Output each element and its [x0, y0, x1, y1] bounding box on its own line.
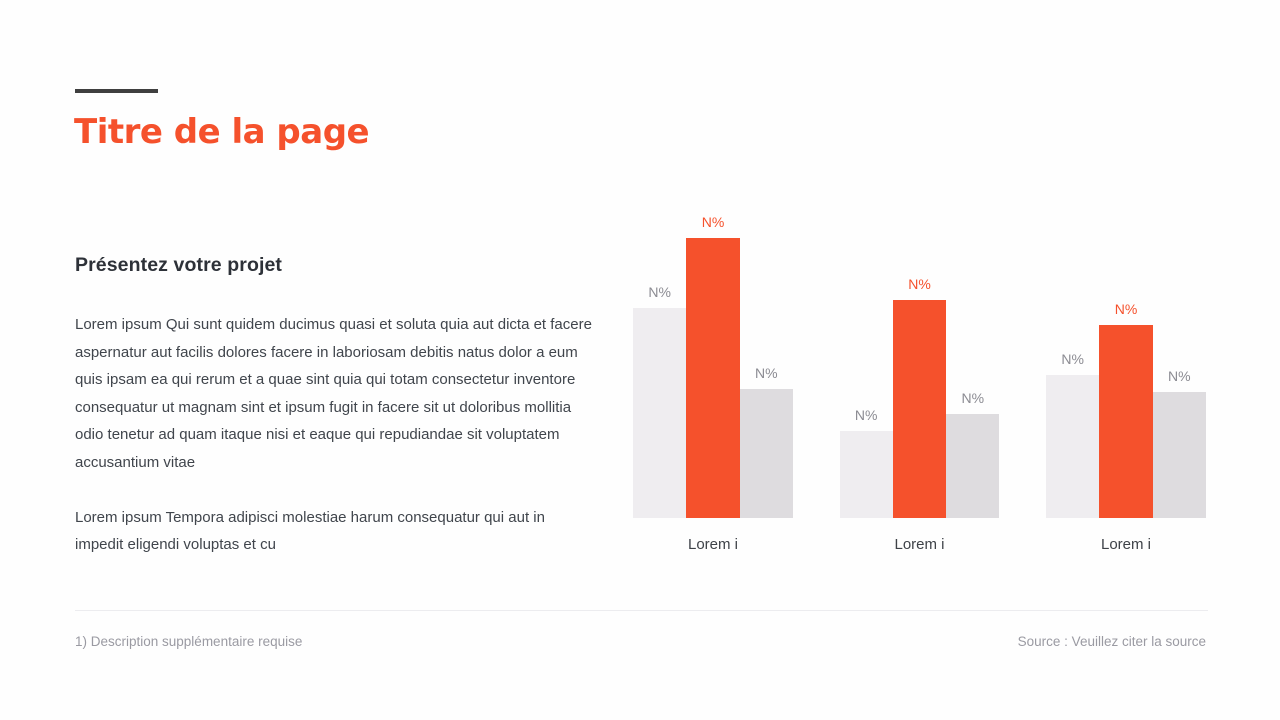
bar-value-label: N%: [908, 276, 931, 292]
footer-divider: [75, 610, 1208, 611]
section-heading: Présentez votre projet: [75, 254, 283, 276]
bar-wrapper: [1153, 238, 1206, 518]
chart-group: [1046, 238, 1206, 553]
bar-value-label: N%: [854, 407, 878, 423]
bar-wrapper: [686, 214, 739, 518]
body-paragraph-1: Lorem ipsum Qui sunt quidem ducimus quasi et soluta quia aut dicta et facere aspernatur aut facilis dolores facere in laboriosam debitis natus dolor a eum quis ipsam ea qui rerum et a quae sint quia qui totam consectetur inventore consequatur ut magnam sint et ipsum fugit in facere sit ut doloribus mollitia odio tenetur ad quam itaque nisi et eaque qui repudiandae sit voluptatem accusantium vitae: [75, 316, 592, 471]
bar-gray-left: [1046, 375, 1099, 518]
bar-wrapper: [633, 238, 686, 518]
bar-gray-right: [740, 389, 793, 518]
bar-orange-main: [1099, 325, 1152, 518]
category-label: Lorem i: [687, 536, 739, 553]
bar-wrapper: [1099, 238, 1152, 518]
bar-wrapper: [893, 238, 946, 518]
title-accent-rule: [75, 89, 158, 93]
bar-value-label: N%: [961, 390, 985, 406]
bar-gray-right: [946, 414, 999, 518]
bar-orange-main: [893, 300, 946, 518]
bar-value-label: N%: [1168, 368, 1191, 384]
bar-wrapper: [840, 238, 893, 518]
bar-wrapper: [946, 238, 999, 518]
category-label: Lorem i: [894, 536, 945, 553]
category-label: Lorem i: [1100, 536, 1152, 553]
bars-row: [840, 238, 1000, 518]
page-title: Titre de la page: [74, 112, 370, 152]
bars-row: [1046, 238, 1206, 518]
chart-group: [633, 214, 793, 553]
bar-value-label: N%: [755, 365, 778, 381]
bar-value-label: N%: [1114, 301, 1138, 317]
text-column: [75, 254, 593, 586]
bar-value-label: N%: [648, 284, 671, 300]
bar-orange-main: [686, 238, 739, 518]
bar-gray-left: [633, 308, 686, 518]
footnote: 1) Description supplémentaire requise: [75, 634, 303, 649]
bar-wrapper: [740, 238, 793, 518]
bar-wrapper: [1046, 238, 1099, 518]
bar-gray-left: [840, 431, 893, 518]
bar-gray-right: [1153, 392, 1206, 518]
bar-chart: [633, 214, 1206, 553]
bars-row: [633, 214, 793, 518]
chart-group: [840, 238, 1000, 553]
footer: [75, 634, 1206, 649]
source-note: Source : Veuillez citer la source: [1017, 634, 1206, 649]
bar-value-label: N%: [701, 214, 725, 230]
body-paragraph-2: Lorem ipsum Tempora adipisci molestiae harum consequatur qui aut in impedit eligendi voluptas et cu: [75, 508, 545, 554]
bar-value-label: N%: [1061, 351, 1084, 367]
